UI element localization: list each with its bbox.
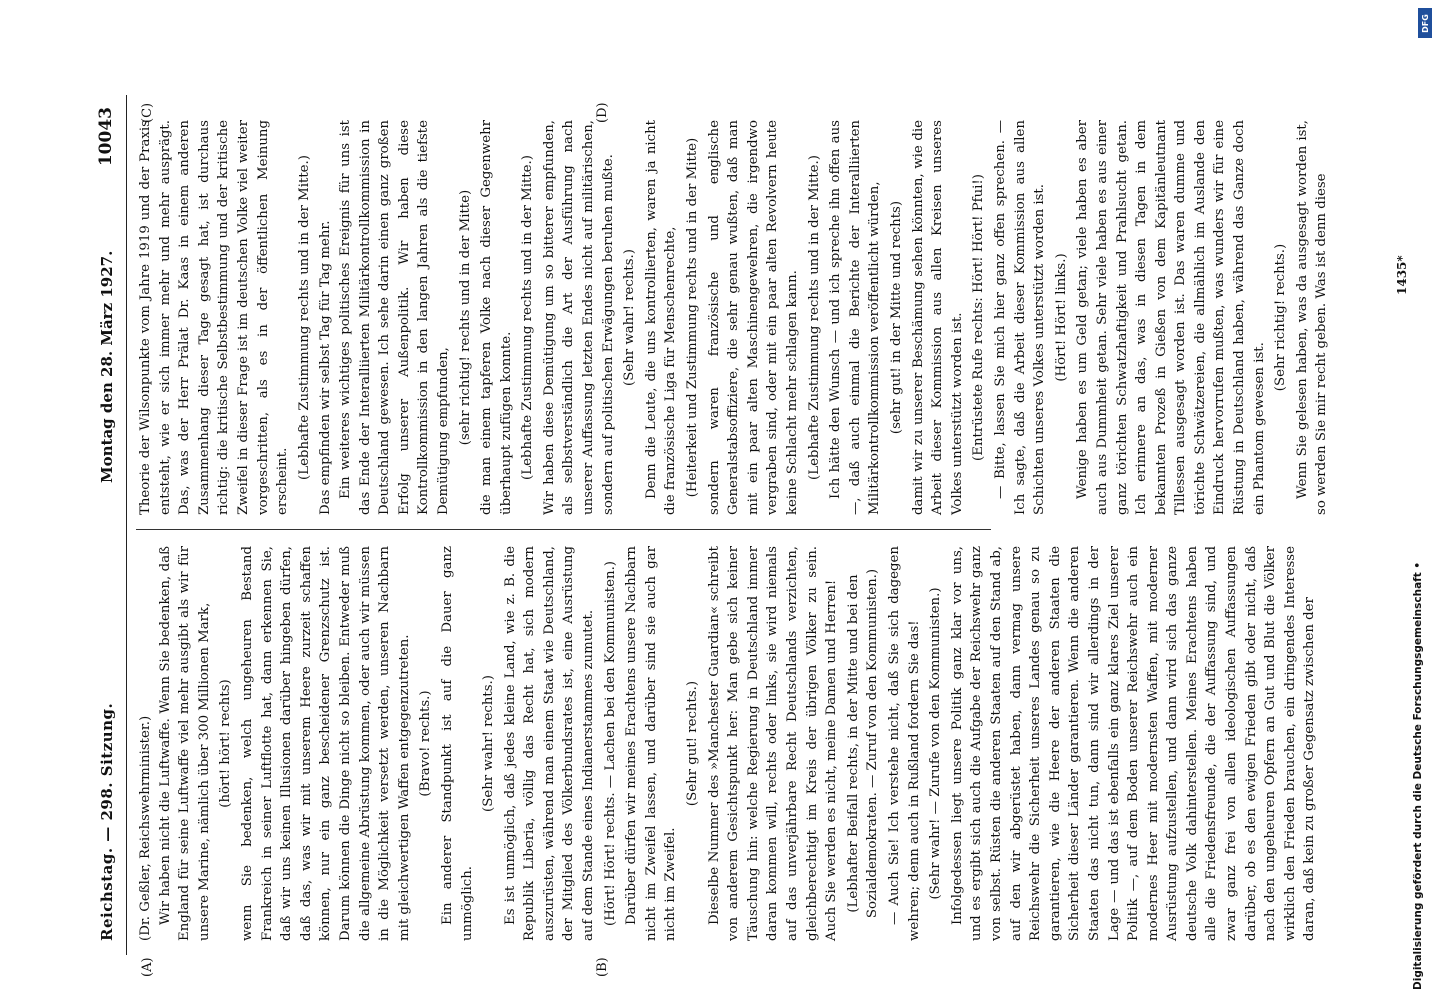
- interjection: (Lebhafte Zustimmung rechts und in der Mitte.): [296, 155, 312, 480]
- paragraph: Wenige haben es um Geld getan; viele haben es aber auch aus Dummheit getan. Sehr viele haben es aus einer ganz törichten Schwatzhaftigkeit und Prahlsucht getan. Ich erinnere an das, was in diesen Tagen in dem bekannten Prozeß in Gießen von dem Kapitänleutnant Tillessen ausgesagt worden ist. Das waren dumme und törichte Schwätzereien, die allmählich im Auslande den Eindruck hervorrufen mußten, was wunders wir für eine Rüstung in Deutschland haben, während das Ganze doch ein Phantom gewesen ist.: [1075, 120, 1267, 515]
- interjection: (Bravo! rechts.): [418, 690, 434, 797]
- paragraph: Es ist unmöglich, daß jedes kleine Land, wie z. B. die Republik Liberia, völlig das Recht hat, sich modern auszurüsten, während man einem Staat wie Deutschland, der Mitglied des Völkerbundsrates ist, eine Ausrüstung auf dem Stande eines Indianerstammes zumutet.: [502, 546, 597, 941]
- header-session: Reichstag. — 298. Sitzung.: [98, 702, 116, 941]
- left-column: [136, 546, 1320, 941]
- paragraph: Wir haben diese Demütigung um so bitterer empfunden, als selbstverständlich die Art der Ausführung nach unserer Auffassung letzten Endes nicht auf militärischen, sondern auf politischen Erwägungen beruhen mußte.: [541, 120, 616, 515]
- interjection: (Sehr wahr! rechts.): [622, 249, 638, 386]
- interjection: (hört! hört! rechts): [218, 679, 234, 808]
- paragraph: — Bitte, lassen Sie mich hier ganz offen sprechen. — Ich sagte, daß die Arbeit dieser Kommission aus allen Schichten unseres Volkes unterstützt worden ist.: [992, 120, 1048, 515]
- margin-marker-d: (D): [595, 102, 610, 123]
- interjection: (Entrüstete Rufe rechts: Hört! Hört! Pfui!): [971, 174, 987, 461]
- interjection: (Sehr richtig! rechts.): [1273, 243, 1289, 392]
- interjection: (Sehr gut! rechts.): [685, 680, 701, 807]
- interjection: (Heiterkeit und Zustimmung rechts und in der Mitte): [685, 137, 701, 498]
- interjection: (Lebhafte Zustimmung rechts und in der Mitte.): [520, 155, 536, 480]
- interjection: (Hört! Hört! links.): [1053, 253, 1069, 382]
- paragraph: Ich hätte den Wunsch — und ich spreche ihn offen aus —, daß auch einmal die Berichte der Interalliierten Militärkontrollkommission veröffentlicht würden,: [828, 120, 883, 515]
- paragraph: Wenn Sie gelesen haben, was da ausgesagt worden ist, so werden Sie mir recht geben. Was ist denn diese: [1294, 120, 1330, 515]
- paragraph: Das empfinden wir selbst Tag für Tag mehr.: [318, 220, 334, 515]
- paragraph: Ein anderer Standpunkt ist auf die Dauer ganz unmöglich.: [439, 546, 475, 941]
- paragraph: Theorie der Wilsonpunkte vom Jahre 1919 und der Praxis entsteht, wie er sich immer mehr und mehr ausprägt. Das, was der Herr Prälat Dr. Kaas in einem anderen Zusammenhang dieser Tage gesagt hat, ist durchaus richtig: die kritische Selbstbestimmung und der kritische Zweifel in dieser Frage ist im deutschen Volke viel weiter vorgeschritten, als es in der öffentlichen Meinung erscheint.: [138, 120, 291, 515]
- interjection: (Hört! Hört! rechts. — Lachen bei den Kommunisten.): [602, 561, 618, 926]
- interjection: (Sehr wahr! — Zurufe von den Kommunisten.): [928, 587, 944, 900]
- paragraph: — Auch Sie! Ich verstehe nicht, daß Sie sich dagegen wehren; denn auch in Rußland fordern Sie das!: [886, 546, 922, 941]
- margin-marker-a: (A): [140, 957, 155, 977]
- sheet-signature-number: 1435*: [1395, 255, 1409, 295]
- interjection: (Lebhafte Zustimmung rechts und in der Mitte.): [806, 155, 822, 480]
- paragraph: sondern waren französische und englische Generalstabsoffiziere, die sehr genau wußten, daß man mit ein paar alten Maschinengewehren, die irgendwo vergraben sind, oder mit ein paar alten Revolvern heute keine Schlacht mehr schlagen kann.: [706, 120, 800, 515]
- margin-marker-c: (C): [140, 102, 155, 123]
- paragraph: Infolgedessen liegt unsere Politik ganz klar vor uns, und es ergibt sich auch die Aufgabe der Reichswehr ganz von selbst. Rüsten die anderen Staaten auf den Stand ab, auf den wir abgerüstet haben, dann vermag unsere Reichswehr die Sicherheit unseres Landes genau so zu garantieren, wie die Heere der anderen Staaten die Sicherheit dieser Länder garantieren. Wenn die anderen Staaten das nicht tun, dann sind wir allerdings in der Lage — und das ist ebenfalls ein ganz klares Ziel unserer Politik —, auf dem Boden unserer Reichswehr auch ein modernes Heer mit modernsten Waffen, mit moderner Ausrüstung aufzustellen, und dann wird sich das ganze deutsche Volk dahinterstellen. Meines Erachtens haben alle die Friedensfreunde, die der Auffassung sind, und zwar ganz frei von allen ideologischen Auffassungen darüber, ob es den ewigen Frieden gibt oder nicht, daß nach den ungeheuren Opfern an Gut und Blut die Völker wirklich den Frieden brauchen, ein dringendes Interesse daran, daß kein zu großer Gegensatz zwischen der: [949, 546, 1318, 941]
- header-date: Montag den 28. März 1927.: [98, 250, 116, 483]
- paragraph: Dieselbe Nummer des »Manchester Guardian« schreibt von anderem Gesichtspunkt her: Man gebe sich keiner Täuschung hin: welche Regierung in Deutschland immer daran kommen will, rechts oder links, sie wird niemals auf das unverjährbare Recht Deutschlands verzichten, gleichberechtigt im Kreis der übrigen Völker zu sein. Auch Sie werden es nicht, meine Damen und Herren!: [706, 546, 840, 941]
- paragraph: Wir haben nicht die Luftwaffe. Wenn Sie bedenken, daß England für seine Luftwaffe viel mehr ausgibt als wir für unsere Marine, nämlich über 300 Millionen Mark,: [157, 546, 212, 941]
- column-divider: [136, 529, 991, 530]
- dfg-logo: [1418, 8, 1432, 38]
- paragraph: wenn Sie bedenken, welch ungeheuren Bestand Frankreich in seiner Luftflotte hat, dann erkennen Sie, daß wir uns keinen Illusionen darüber hingeben dürfen, daß das, was wir mit unserem Heere zurzeit schaffen können, nur ein ganz bescheidener Grenzschutz ist. Darum können die Dinge nicht so bleiben. Entweder muß die allgemeine Abrüstung kommen, oder auch wir müssen in die Möglichkeit versetzt werden, unseren Nachbarn mit gleichwertigen Waffen entgegenzutreten.: [239, 546, 412, 941]
- page-header: [90, 95, 127, 955]
- margin-marker-b: (B): [595, 957, 610, 977]
- page-number: 10043: [96, 107, 116, 167]
- dfg-logo-text: DFG: [1420, 13, 1430, 33]
- paragraph: damit wir zu unserer Beschämung sehen könnten, wie die Arbeit dieser Kommission aus allen Kreisen unseres Volkes unterstützt worden ist.: [910, 120, 965, 515]
- document-page: [90, 95, 1434, 977]
- interjection: (sehr richtig! rechts und in der Mitte): [457, 189, 473, 446]
- paragraph: (Dr. Geßler, Reichswehrminister.): [138, 715, 153, 941]
- paragraph: Darüber dürfen wir meines Erachtens unsere Nachbarn nicht im Zweifel lassen, und darüber sind sie auch gar nicht im Zweifel.: [624, 546, 679, 941]
- interjection: (Sehr wahr! rechts.): [481, 675, 497, 812]
- paragraph: Denn die Leute, die uns kontrollierten, waren ja nicht die französische Liga für Menschenrechte,: [643, 120, 679, 515]
- interjection: (Lebhafter Beifall rechts, in der Mitte und bei den Sozialdemokraten. — Zuruf von den Kommunisten.): [845, 568, 881, 919]
- paragraph: die man einem tapferen Volke nach dieser Gegenwehr überhaupt zufügen konnte.: [479, 120, 514, 515]
- right-column: [136, 120, 1332, 515]
- digitization-credit: Digitalisierung gefördert durch die Deutsche Forschungsgemeinschaft •: [1412, 561, 1424, 990]
- paragraph: Ein weiteres wichtiges politisches Ereignis für uns ist das Ende der Interalliierten Militärkontrollkommission in Deutschland gewesen. Ich sehe darin einen ganz großen Erfolg unserer Außenpolitik. Wir haben diese Kontrollkommission in den langen Jahren als die tiefste Demütigung empfunden,: [337, 120, 451, 515]
- interjection: (sehr gut! in der Mitte und rechts): [888, 200, 904, 435]
